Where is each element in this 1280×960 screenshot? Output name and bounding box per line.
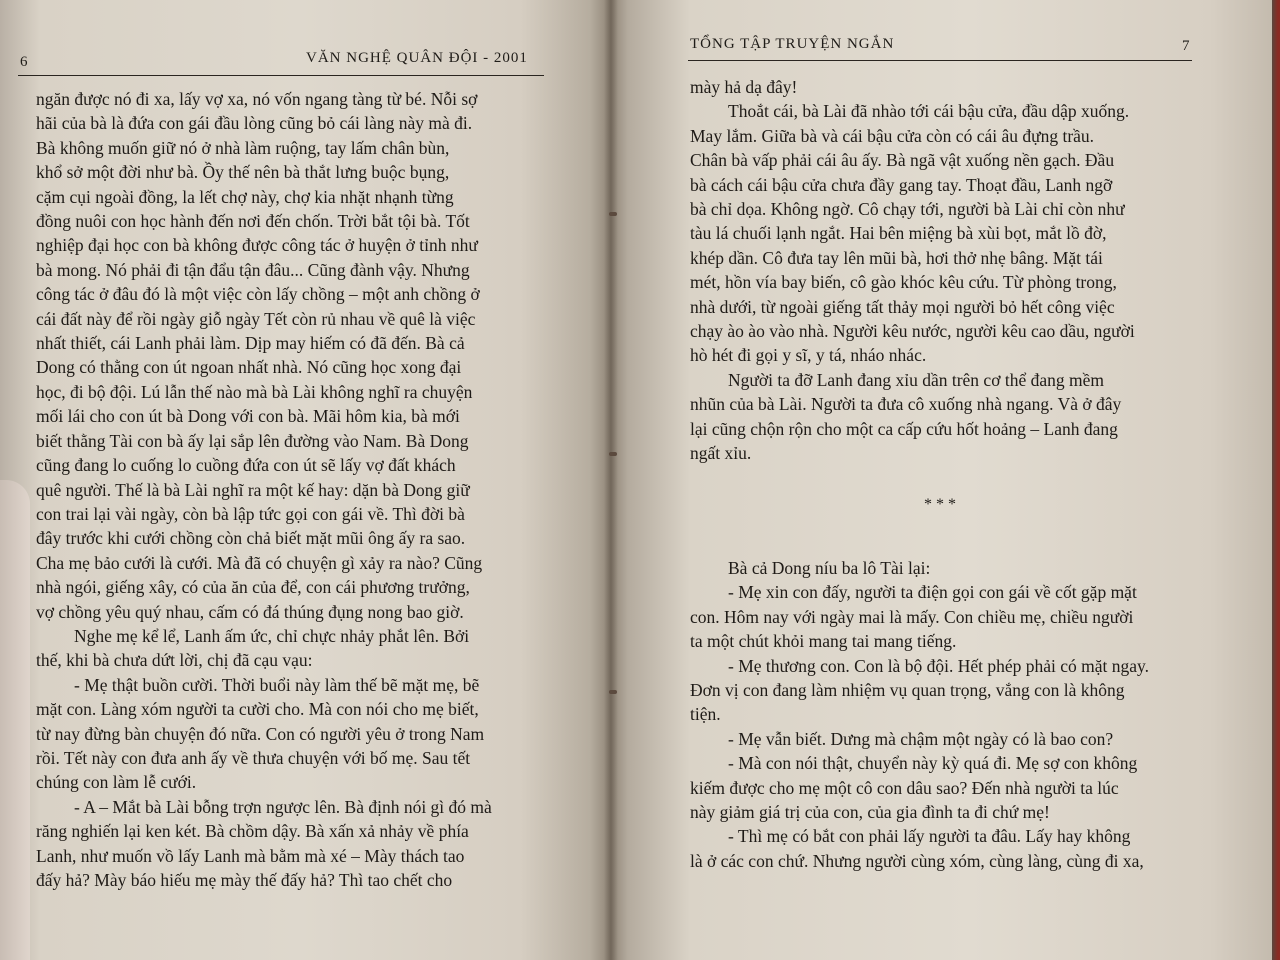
text-line: bà mong. Nó phải đi tận đẩu tận đâu... Cũng đành vậy. Nhưng: [36, 259, 470, 280]
text-line: khổ sở một đời như bà. Ồy thế nên bà thắt lưng buộc bụng,: [36, 162, 450, 183]
thumb-shadow: [0, 480, 30, 960]
text-line: Lanh, như muốn vồ lấy Lanh mà bằm mà xé – Mày thách tao: [36, 845, 465, 866]
left-header-rule: [18, 75, 544, 76]
text-line: ngất xỉu.: [690, 443, 752, 464]
text-line: Nghe mẹ kể lể, Lanh ấm ức, chỉ chực nhảy phắt lên. Bởi: [74, 625, 470, 646]
text-line: Bà không muốn giữ nó ở nhà làm ruộng, tay lấm chân bùn,: [36, 137, 450, 158]
binding-stitch: [609, 690, 617, 694]
text-line: nhà dưới, từ ngoài giếng tất thảy mọi người bỏ hết công việc: [690, 296, 1115, 317]
text-line: công tác ở đâu đó là một việc còn lấy chồng – một anh chồng ở: [36, 284, 480, 305]
text-line: cặm cụi ngoài đồng, la lết chợ này, chợ kia nhặt nhạnh từng: [36, 186, 454, 207]
text-line: đấy hả? Mày báo hiếu mẹ mày thế đấy hả? Thì tao chết cho: [36, 870, 453, 890]
book-spine-shadow: [604, 0, 618, 960]
text-line: Chân bà vấp phải cái âu ấy. Bà ngã vật xuống nền gạch. Đầu: [690, 150, 1115, 171]
text-line: tàu lá chuối lạnh ngắt. Hai bên miệng bà xùi bọt, mắt lồ đờ,: [690, 223, 1107, 244]
text-line: nhà ngói, giếng xây, có của ăn của để, con cái phương trưởng,: [36, 577, 470, 598]
text-line: hãi của bà là đứa con gái đầu lòng cũng bỏ cái làng này mà đi.: [36, 113, 473, 134]
text-line: Bà cả Dong níu ba lô Tài lại:: [728, 558, 931, 578]
text-line: kiếm được cho mẹ một cô con dâu sao? Đến nhà người ta lúc: [690, 777, 1119, 798]
text-line: Cha mẹ bảo cưới là cưới. Mà đã có chuyện gì xảy ra nào? Cũng: [36, 552, 483, 573]
text-line: từ nay đừng bàn chuyện đó nữa. Con có người yêu ở trong Nam: [36, 723, 485, 744]
binding-stitch: [609, 452, 617, 456]
text-line: Dong có thằng con út ngoan nhất nhà. Nó cũng học xong đại: [36, 357, 462, 378]
text-line: chúng con làm lễ cưới.: [36, 772, 197, 793]
text-line: nhũn của bà Lài. Người ta đưa cô xuống nhà ngang. Và ở đây: [690, 394, 1122, 415]
text-line: vợ chồng yêu quý nhau, cấm có đá thúng đụng nong bao giờ.: [36, 601, 464, 622]
text-line: - Mẹ xin con đấy, người ta điện gọi con gái về cốt gặp mặt: [728, 582, 1137, 603]
text-line: mối lái cho con út bà Dong với con bà. Mãi hôm kia, bà mới: [36, 406, 460, 427]
text-line: - Mẹ thương con. Con là bộ đội. Hết phép phải có mặt ngay.: [728, 655, 1149, 676]
text-line: mày hả dạ đây!: [690, 77, 798, 97]
text-line: - Mà con nói thật, chuyển này kỳ quá đi. Mẹ sợ con không: [728, 753, 1138, 774]
text-line: tiện.: [690, 704, 721, 725]
text-line: này giảm giá trị của con, của gia đình ta đi chứ mẹ!: [690, 802, 1050, 823]
text-line: cũng đang lo cuống lo cuồng đứa con út sẽ lấy vợ đất khách: [36, 455, 456, 476]
text-line: rồi. Tết này con đưa anh ấy về thưa chuyện với bố mẹ. Sau tết: [36, 747, 471, 768]
text-line: là ở các con chứ. Nhưng người cùng xóm, cùng làng, cùng đi xa,: [690, 850, 1144, 871]
text-line: mét, hồn vía bay biến, cô gào khóc kêu cứu. Từ phòng trong,: [690, 272, 1117, 293]
text-line: - Mẹ vẫn biết. Dưng mà chậm một ngày có là bao con?: [728, 728, 1114, 749]
right-page: [610, 0, 1272, 960]
text-line: nghiệp đại học con bà không được công tác ở huyện ở tỉnh như: [36, 235, 478, 256]
text-line: - Mẹ thật buồn cười. Thời buổi này làm thế bẽ mặt mẹ, bẽ: [74, 674, 480, 695]
text-line: mặt con. Làng xóm người ta cười cho. Mà con nói cho mẹ biết,: [36, 699, 479, 720]
right-page-text-bottom: [690, 556, 1206, 873]
text-line: Thoắt cái, bà Lài đã nhào tới cái bậu cửa, đầu dập xuống.: [728, 101, 1130, 122]
text-line: răng nghiến lại ken két. Bà chồm dậy. Bà xấn xả nhảy về phía: [36, 821, 469, 842]
text-line: đây trước khi cưới chồng còn chả biết mặt mũi ông ấy ra sao.: [36, 528, 466, 549]
left-page: [0, 0, 610, 960]
text-line: Người ta đỡ Lanh đang xỉu dần trên cơ thể đang mềm: [728, 369, 1104, 390]
text-line: ngăn được nó đi xa, lấy vợ xa, nó vốn ngang tàng từ bé. Nỗi sợ: [36, 89, 478, 109]
text-line: quê người. Thế là bà Lài nghĩ ra một kế hay: dặn bà Dong giữ: [36, 479, 470, 500]
text-line: chạy ào ào vào nhà. Người kêu nước, người kêu cao dầu, người: [690, 321, 1135, 342]
text-line: con trai lại vài ngày, còn bà lập tức gọi con gái về. Thì đời bà: [36, 503, 465, 524]
text-line: đồng nuôi con học hành đến nơi đến chốn. Trời bắt tội bà. Tốt: [36, 211, 470, 232]
text-line: lại cũng chộn rộn cho một ca cấp cứu hốt hoảng – Lanh đang: [690, 418, 1118, 439]
right-page-text-top: [690, 75, 1206, 466]
left-page-text: [36, 87, 548, 892]
text-line: cái đất này để rồi ngày giỗ ngày Tết còn rủ nhau về quê là việc: [36, 308, 476, 329]
text-line: học, đi bộ đội. Lú lẫn thế nào mà bà Lài không nghĩ ra chuyện: [36, 381, 473, 402]
text-line: biết thằng Tài con bà ấy lại sắp lên đường vào Nam. Bà Dong: [36, 430, 469, 451]
text-line: May lắm. Giữa bà và cái bậu cửa còn có cái âu đựng trầu.: [690, 125, 1095, 146]
text-line: ta một chút khỏi mang tai mang tiếng.: [690, 631, 957, 652]
right-running-header: TỔNG TẬP TRUYỆN NGẮN: [690, 36, 895, 52]
text-line: - Thì mẹ có bắt con phải lấy người ta đâu. Lấy hay không: [728, 826, 1131, 847]
text-line: con. Hôm nay với ngày mai là mấy. Con chiều mẹ, chiều người: [690, 606, 1134, 627]
text-line: bà chỉ dọa. Không ngờ. Cô chạy tới, người bà Lài chỉ còn như: [690, 199, 1125, 220]
text-line: - A – Mắt bà Lài bỗng trợn ngược lên. Bà định nói gì đó mà: [74, 796, 492, 817]
left-running-header: VĂN NGHỆ QUÂN ĐỘI - 2001: [306, 50, 528, 66]
right-header-rule: [688, 60, 1192, 61]
text-line: thế, khi bà chưa dứt lời, chị đã cạu vạu:: [36, 650, 313, 671]
section-separator: * * *: [924, 496, 956, 513]
text-line: Đơn vị con đang làm nhiệm vụ quan trọng, vắng con là không: [690, 680, 1125, 701]
right-page-number: 7: [1182, 38, 1191, 54]
text-line: hò hét đi gọi y sĩ, y tá, nháo nhác.: [690, 345, 927, 366]
text-line: nhất thiết, cái Lanh phải làm. Dịp may hiếm có đã đến. Bà cả: [36, 333, 465, 354]
text-line: bà cách cái bậu cửa chưa đầy gang tay. Thoạt đầu, Lanh ngỡ: [690, 174, 1113, 195]
text-line: khép dần. Cô đưa tay lên mũi bà, hơi thở nhẹ bâng. Mặt tái: [690, 247, 1103, 268]
left-page-number: 6: [20, 54, 29, 70]
binding-stitch: [609, 212, 617, 216]
